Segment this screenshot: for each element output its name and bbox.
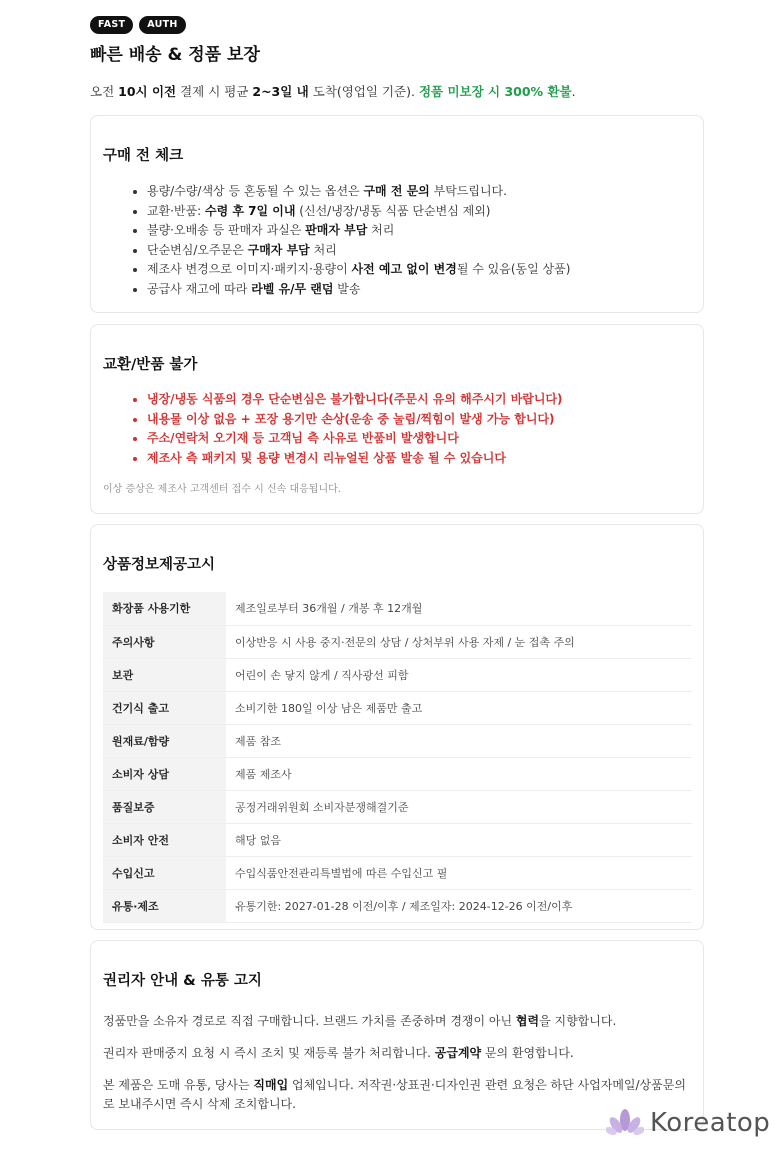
row-label: 보관 [103,658,226,691]
row-label: 원재료/함량 [103,724,226,757]
list-item: • 주소/연락처 오기재 등 고객님 측 사유로 반품비 발생합니다 [147,429,691,449]
table-row [103,790,692,823]
rights-paragraph: 권리자 판매중지 요청 시 즉시 조치 및 재등록 불가 처리합니다. 공급계약 문의 환영합니다. [103,1046,574,1060]
page-title: 빠른 배송 & 정품 보장 [90,45,260,65]
list-item: • 냉장/냉동 식품의 경우 단순변심은 불가합니다(주문시 유의 해주시기 바랍니다) [147,390,691,410]
koreatop-logo [606,1108,770,1138]
row-label: 소비자 안전 [103,823,226,856]
row-label: 주의사항 [103,625,226,658]
row-value: 이상반응 시 사용 중지·전문의 상담 / 상처부위 사용 자제 / 눈 접촉 주의 [226,625,692,658]
table-row [103,691,692,724]
card-title: 구매 전 체크 [103,148,184,164]
table-row [103,823,692,856]
badge-row [90,16,704,34]
row-value: 어린이 손 닿지 않게 / 직사광선 피함 [226,658,692,691]
list-item: • 단순변심/오주문은 구매자 부담 처리 [147,241,691,261]
row-value: 소비기한 180일 이상 남은 제품만 출고 [226,691,692,724]
list-item: • 공급사 재고에 따라 라벨 유/무 랜덤 발송 [147,280,691,300]
product-info-table [103,592,692,923]
row-label: 화장품 사용기한 [103,592,226,625]
support-note: 이상 증상은 제조사 고객센터 접수 시 신속 대응됩니다. [103,484,341,496]
rights-paragraph: 정품만을 소유자 경로로 직접 구매합니다. 브랜드 가치를 존중하며 경쟁이 아닌 협력을 지향합니다. [103,1014,617,1028]
card-title: 교환/반품 불가 [103,357,198,373]
rights-paragraph: 본 제품은 도매 유통, 당사는 직매입 업체입니다. 저작권·상표권·디자인권 관련 요청은 하단 사업자메일/상품문의로 보내주시면 즉시 삭제 조치합니다. [103,1078,686,1111]
fast-badge: FAST [90,16,133,34]
lotus-icon [606,1108,644,1138]
row-value: 제품 참조 [226,724,692,757]
table-row [103,724,692,757]
row-value: 공정거래위원회 소비자분쟁해결기준 [226,790,692,823]
row-value: 유통기한: 2027-01-28 이전/이후 / 제조일자: 2024-12-26 이전/이후 [226,889,692,922]
list-item: • 불량·오배송 등 판매자 과실은 판매자 부담 처리 [147,221,691,241]
row-value: 제조일로부터 36개월 / 개봉 후 12개월 [226,592,692,625]
logo-wordmark: Koreatop [650,1108,771,1138]
table-row [103,592,692,625]
table-row [103,757,692,790]
no-return-list [103,390,691,468]
row-label: 유통·제조 [103,889,226,922]
row-label: 건기식 출고 [103,691,226,724]
card-title: 권리자 안내 & 유통 고지 [103,973,262,989]
row-value: 해당 없음 [226,823,692,856]
row-value: 수입식품안전관리특별법에 따른 수입신고 필 [226,856,692,889]
product-notice-page [90,16,704,1130]
product-info-card [90,524,704,930]
pre-purchase-check-card [90,115,704,313]
list-item: • 용량/수량/색상 등 혼동될 수 있는 옵션은 구매 전 문의 부탁드립니다. [147,182,691,202]
list-item: • 내용물 이상 없음 + 포장 용기만 손상(운송 중 눌림/찍힘이 발생 가능 합니다) [147,410,691,430]
refund-guarantee: 정품 미보장 시 300% 환불 [418,84,572,99]
table-row [103,856,692,889]
list-item: • 제조사 측 패키지 및 용량 변경시 리뉴얼된 상품 발송 될 수 있습니다 [147,449,691,469]
row-label: 소비자 상담 [103,757,226,790]
auth-badge: AUTH [139,16,185,34]
row-label: 수입신고 [103,856,226,889]
delivery-intro: 오전 10시 이전 결제 시 평균 2~3일 내 도착(영업일 기준). 정품 미보장 시 300% 환불. [90,84,576,99]
card-title: 상품정보제공고시 [103,557,216,573]
row-value: 제품 제조사 [226,757,692,790]
table-row [103,658,692,691]
table-row [103,889,692,922]
row-label: 품질보증 [103,790,226,823]
rights-notice-card [90,940,704,1130]
table-row [103,625,692,658]
list-item: • 교환·반품: 수령 후 7일 이내 (신선/냉장/냉동 식품 단순변심 제외) [147,202,691,222]
list-item: • 제조사 변경으로 이미지·패키지·용량이 사전 예고 없이 변경될 수 있음(동일 상품) [147,260,691,280]
check-list [103,182,691,300]
no-return-card [90,324,704,514]
